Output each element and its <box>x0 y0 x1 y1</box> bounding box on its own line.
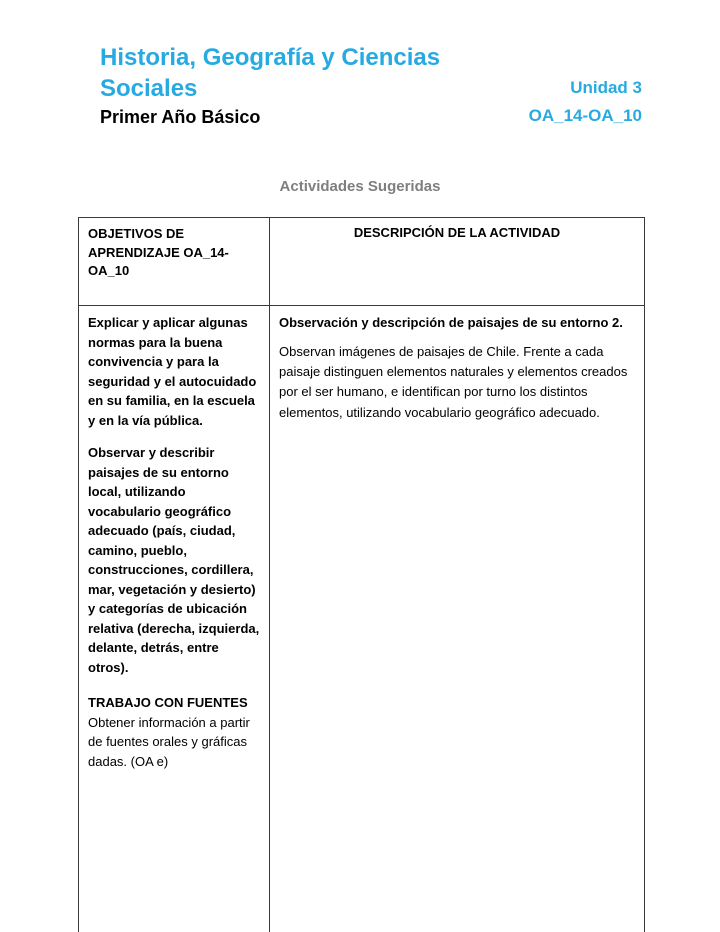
section-title: Actividades Sugeridas <box>279 177 441 195</box>
description-cell <box>270 306 645 932</box>
objective-item: Explicar y aplicar algunas normas para la buena convivencia y para la seguridad y el autocuidado en su familia, en la escuela y en la vía pública. <box>88 315 257 428</box>
document-header <box>0 0 720 130</box>
activities-table <box>78 217 645 932</box>
activity-description: Observan imágenes de paisajes de Chile. Frente a cada paisaje distinguen elementos naturales y elementos creados por el ser humano, e identifican por turno los distintos elementos, utilizando vocabulario geográfico adecuado. <box>279 344 628 420</box>
table-body-row <box>79 306 645 932</box>
header-left <box>100 42 520 130</box>
course-subtitle: Primer Año Básico <box>100 107 261 128</box>
fuentes-heading: TRABAJO CON FUENTES <box>88 695 248 711</box>
fuentes-text: Obtener información a partir de fuentes orales y gráficas dadas. (OA e) <box>88 714 250 769</box>
header-right <box>529 74 642 129</box>
description-column-header: DESCRIPCIÓN DE LA ACTIVIDAD <box>270 217 645 306</box>
objectives-column-header: OBJETIVOS DE APRENDIZAJE OA_14-OA_10 <box>79 217 270 306</box>
page-title: Historia, Geografía y Ciencias Sociales <box>100 44 441 103</box>
objectives-cell <box>79 306 270 932</box>
activity-title: Observación y descripción de paisajes de su entorno 2. <box>279 315 623 331</box>
table-header-row <box>79 217 645 306</box>
unit-label: Unidad 3 <box>570 78 642 98</box>
objective-item: Observar y describir paisajes de su entorno local, utilizando vocabulario geográfico adecuado (país, ciudad, camino, pueblo, construcciones, cordillera, mar, vegetación y desierto) y categorías de ubicación relativa (derecha, izquierda, delante, detrás, entre otros). <box>88 445 260 675</box>
oa-code: OA_14-OA_10 <box>528 106 642 126</box>
